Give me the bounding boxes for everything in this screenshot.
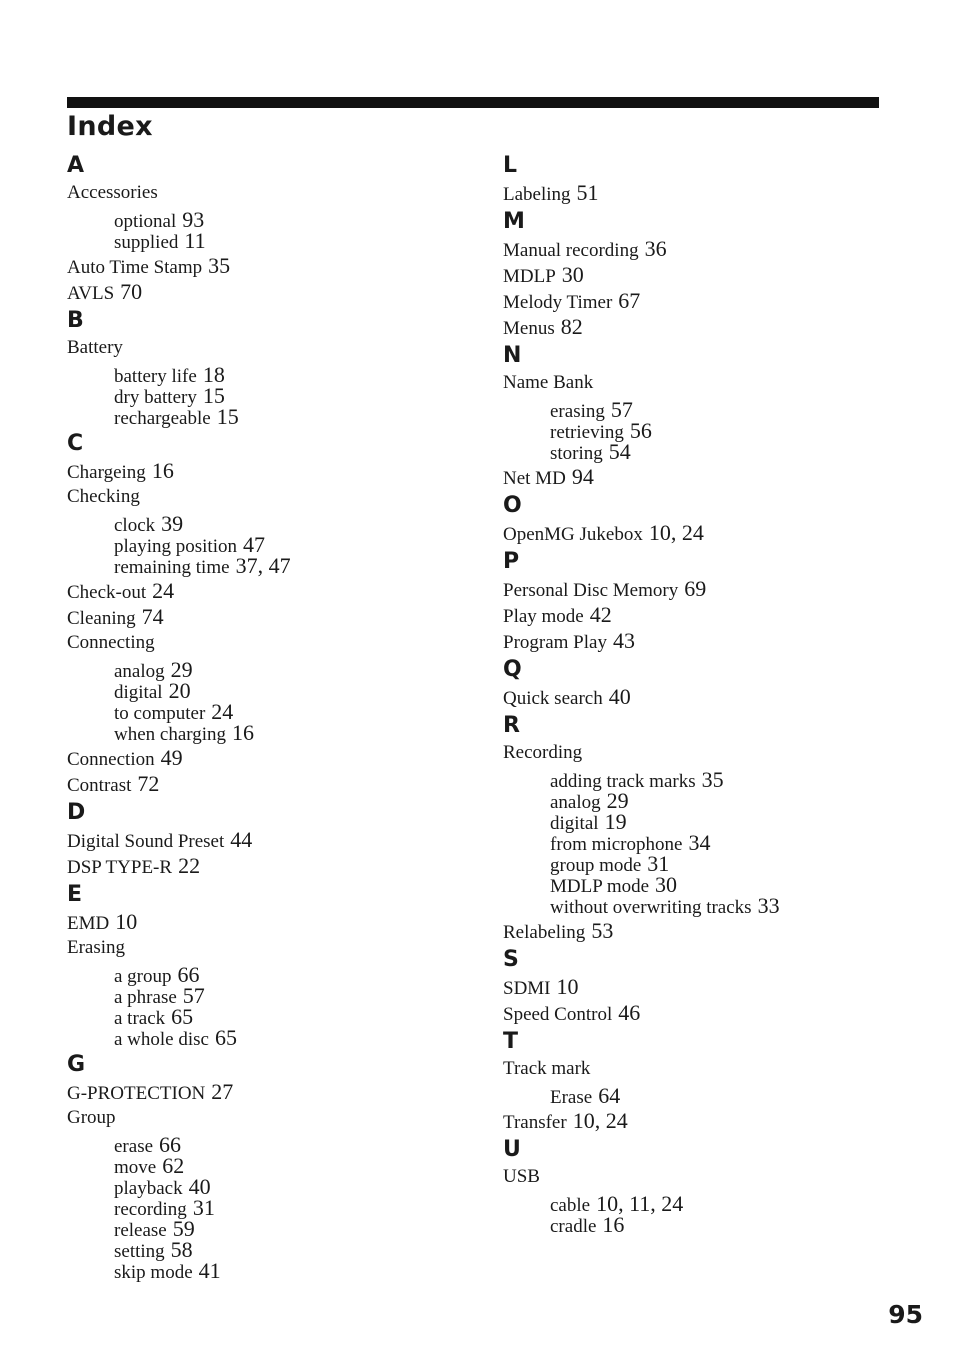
index-entry [67, 484, 467, 510]
index-subentry [67, 1239, 467, 1260]
subentry-term: adding track marks [550, 771, 696, 792]
entry-term: Speed Control [503, 1004, 613, 1025]
entry-term: Play mode [503, 606, 584, 627]
index-subentry [67, 1006, 467, 1027]
entry-pages: 94 [571, 464, 594, 489]
index-subentry [503, 874, 903, 895]
subentry-term: supplied [114, 232, 179, 253]
index-subentry [503, 853, 903, 874]
index-subentry [67, 659, 467, 680]
subentry-term: erasing [550, 401, 605, 422]
section-letter: O [503, 493, 522, 518]
subentry-term: setting [114, 1241, 165, 1262]
index-column-left [67, 150, 467, 1283]
entry-term: Transfer [503, 1112, 567, 1133]
index-entry [67, 630, 467, 656]
entry-term: G-PROTECTION [67, 1083, 206, 1104]
subentry-pages: 29 [170, 657, 193, 682]
entry-pages: 10 [556, 974, 579, 999]
subentry-term: a group [114, 966, 172, 987]
index-entry [67, 279, 467, 305]
subentry-pages: 31 [647, 851, 670, 876]
section-letter: A [67, 153, 85, 178]
subentry-pages: 18 [202, 362, 225, 387]
index-entry [67, 253, 467, 279]
index-entry [67, 853, 467, 879]
entry-term: USB [503, 1166, 540, 1187]
subentry-term: group mode [550, 855, 642, 876]
section-letter: G [67, 1052, 86, 1077]
index-entry [67, 827, 467, 853]
subentry-pages: 39 [161, 511, 184, 536]
entry-term: Connection [67, 749, 155, 770]
index-entry [67, 745, 467, 771]
entry-pages: 36 [644, 236, 667, 261]
subentry-pages: 56 [629, 418, 652, 443]
entry-pages: 43 [612, 628, 635, 653]
subentry-pages: 24 [211, 699, 234, 724]
entry-pages: 30 [561, 262, 584, 287]
entry-term: Manual recording [503, 240, 639, 261]
entry-pages: 10 [115, 909, 138, 934]
subentry-term: optional [114, 211, 177, 232]
index-entry [503, 740, 903, 766]
entry-term: Erasing [67, 937, 126, 958]
entry-term: Cleaning [67, 608, 136, 629]
subentry-pages: 65 [171, 1004, 194, 1029]
entry-term: Menus [503, 318, 555, 339]
index-entry [503, 1056, 903, 1082]
entry-pages: 51 [576, 180, 599, 205]
subentry-pages: 11 [184, 228, 206, 253]
index-subentry [503, 832, 903, 853]
index-entry [67, 578, 467, 604]
subentry-pages: 57 [610, 397, 633, 422]
entry-pages: 27 [211, 1079, 234, 1104]
index-entry [503, 684, 903, 710]
subentry-term: Erase [550, 1087, 593, 1108]
entry-pages: 40 [608, 684, 631, 709]
entry-pages: 44 [230, 827, 253, 852]
entry-term: Checking [67, 486, 140, 507]
subentry-term: to computer [114, 703, 206, 724]
entry-term: Quick search [503, 688, 603, 709]
subentry-term: a phrase [114, 987, 177, 1008]
index-entry [67, 180, 467, 206]
index-entry [503, 262, 903, 288]
entry-pages: 70 [120, 279, 143, 304]
subentry-term: move [114, 1157, 157, 1178]
subentry-pages: 33 [757, 893, 780, 918]
subentry-term: MDLP mode [550, 876, 650, 897]
index-subentry [67, 1260, 467, 1281]
index-entry [67, 1105, 467, 1131]
subentry-term: when charging [114, 724, 227, 745]
entry-term: EMD [67, 913, 110, 934]
subentry-pages: 16 [602, 1212, 625, 1237]
index-entry [67, 935, 467, 961]
entry-pages: 10, 24 [648, 520, 704, 545]
index-subentry [67, 1134, 467, 1155]
entry-pages: 72 [137, 771, 160, 796]
entry-pages: 53 [591, 918, 614, 943]
index-entry [503, 602, 903, 628]
subentry-term: clock [114, 515, 156, 536]
subentry-term: storing [550, 443, 603, 464]
subentry-term: rechargeable [114, 408, 211, 429]
index-subentry [503, 895, 903, 916]
subentry-pages: 15 [216, 404, 239, 429]
entry-term: Personal Disc Memory [503, 580, 679, 601]
subentry-term: from microphone [550, 834, 683, 855]
subentry-term: a track [114, 1008, 166, 1029]
index-subentry [67, 385, 467, 406]
entry-term: Contrast [67, 775, 132, 796]
subentry-pages: 62 [162, 1153, 185, 1178]
subentry-term: analog [550, 792, 601, 813]
subentry-term: playing position [114, 536, 237, 557]
subentry-pages: 15 [202, 383, 225, 408]
index-subentry [67, 701, 467, 722]
index-subentry [67, 555, 467, 576]
index-entry [503, 370, 903, 396]
index-subentry [503, 769, 903, 790]
index-subentry [67, 1176, 467, 1197]
section-letter: L [503, 153, 518, 178]
subentry-term: retrieving [550, 422, 624, 443]
section-letter: N [503, 343, 522, 368]
index-subentry [67, 1197, 467, 1218]
index-subentry [503, 441, 903, 462]
index-entry [503, 1000, 903, 1026]
subentry-pages: 10, 11, 24 [596, 1191, 684, 1216]
index-subentry [67, 209, 467, 230]
subentry-pages: 54 [608, 439, 631, 464]
subentry-pages: 30 [655, 872, 678, 897]
subentry-pages: 29 [606, 788, 629, 813]
section-letter: R [503, 713, 520, 738]
index-subentry [67, 406, 467, 427]
index-subentry [67, 722, 467, 743]
index-column-right [503, 150, 903, 1237]
index-entry [67, 335, 467, 361]
entry-term: Digital Sound Preset [67, 831, 225, 852]
index-entry [503, 576, 903, 602]
subentry-term: cradle [550, 1216, 597, 1237]
subentry-pages: 47 [242, 532, 265, 557]
subentry-pages: 35 [701, 767, 724, 792]
subentry-pages: 64 [598, 1083, 621, 1108]
section-letter: T [503, 1029, 519, 1054]
index-entry [503, 974, 903, 1000]
entry-term: MDLP [503, 266, 556, 287]
index-entry [503, 1164, 903, 1190]
subentry-pages: 59 [172, 1216, 195, 1241]
index-entry [503, 314, 903, 340]
index-subentry [67, 1155, 467, 1176]
entry-pages: 69 [684, 576, 707, 601]
index-subentry [67, 680, 467, 701]
subentry-pages: 40 [188, 1174, 211, 1199]
entry-pages: 46 [618, 1000, 641, 1025]
subentry-term: playback [114, 1178, 183, 1199]
index-entry [67, 909, 467, 935]
entry-term: AVLS [67, 283, 115, 304]
header-rule [67, 97, 879, 108]
entry-pages: 35 [208, 253, 231, 278]
subentry-pages: 31 [192, 1195, 215, 1220]
subentry-pages: 93 [182, 207, 205, 232]
entry-term: Program Play [503, 632, 607, 653]
index-entry [503, 464, 903, 490]
section-letter: E [67, 882, 83, 907]
subentry-term: erase [114, 1136, 154, 1157]
subentry-pages: 37, 47 [235, 553, 291, 578]
index-subentry [67, 1218, 467, 1239]
entry-pages: 82 [560, 314, 583, 339]
index-subentry [503, 1085, 903, 1106]
entry-pages: 42 [589, 602, 612, 627]
index-entry [67, 604, 467, 630]
section-letter: C [67, 431, 84, 456]
subentry-term: a whole disc [114, 1029, 209, 1050]
subentry-pages: 41 [198, 1258, 221, 1283]
entry-pages: 22 [178, 853, 201, 878]
entry-term: Accessories [67, 182, 158, 203]
subentry-pages: 20 [168, 678, 191, 703]
subentry-pages: 66 [177, 962, 200, 987]
subentry-pages: 16 [232, 720, 255, 745]
entry-term: Connecting [67, 632, 155, 653]
page-number: 95 [888, 1300, 923, 1329]
section-letter: M [503, 209, 525, 234]
subentry-pages: 66 [159, 1132, 182, 1157]
entry-term: Check-out [67, 582, 147, 603]
index-subentry [503, 420, 903, 441]
index-subentry [67, 1027, 467, 1048]
section-letter: Q [503, 657, 522, 682]
subentry-pages: 57 [182, 983, 205, 1008]
subentry-pages: 34 [688, 830, 711, 855]
entry-term: Labeling [503, 184, 571, 205]
subentry-term: remaining time [114, 557, 230, 578]
index-subentry [67, 534, 467, 555]
section-letter: P [503, 549, 520, 574]
index-entry [67, 771, 467, 797]
subentry-term: battery life [114, 366, 197, 387]
index-entry [67, 1079, 467, 1105]
entry-term: Net MD [503, 468, 566, 489]
section-letter: S [503, 947, 519, 972]
entry-term: Relabeling [503, 922, 586, 943]
entry-pages: 24 [152, 578, 175, 603]
index-subentry [67, 513, 467, 534]
index-entry [503, 288, 903, 314]
section-letter: B [67, 308, 84, 333]
entry-term: OpenMG Jukebox [503, 524, 643, 545]
subentry-term: cable [550, 1195, 591, 1216]
index-subentry [67, 364, 467, 385]
index-subentry [503, 790, 903, 811]
index-subentry [503, 399, 903, 420]
subentry-pages: 65 [214, 1025, 237, 1050]
index-subentry [503, 811, 903, 832]
entry-term: DSP TYPE-R [67, 857, 173, 878]
index-subentry [503, 1193, 903, 1214]
entry-pages: 49 [160, 745, 183, 770]
subentry-term: dry battery [114, 387, 197, 408]
subentry-term: analog [114, 661, 165, 682]
index-entry [503, 236, 903, 262]
subentry-pages: 19 [604, 809, 627, 834]
entry-term: Recording [503, 742, 583, 763]
entry-term: Battery [67, 337, 123, 358]
index-entry [503, 180, 903, 206]
index-subentry [503, 1214, 903, 1235]
subentry-pages: 58 [170, 1237, 193, 1262]
index-entry [67, 458, 467, 484]
subentry-term: release [114, 1220, 167, 1241]
index-entry [503, 918, 903, 944]
subentry-term: skip mode [114, 1262, 193, 1283]
index-subentry [67, 985, 467, 1006]
section-letter: D [67, 800, 86, 825]
page-title: Index [67, 111, 153, 142]
index-entry [503, 1108, 903, 1134]
entry-term: Name Bank [503, 372, 594, 393]
index-subentry [67, 230, 467, 251]
subentry-term: without overwriting tracks [550, 897, 752, 918]
entry-term: Group [67, 1107, 116, 1128]
subentry-term: digital [550, 813, 599, 834]
index-subentry [67, 964, 467, 985]
entry-term: SDMI [503, 978, 551, 999]
entry-term: Chargeing [67, 462, 146, 483]
entry-term: Auto Time Stamp [67, 257, 203, 278]
entry-pages: 16 [151, 458, 174, 483]
section-letter: U [503, 1137, 521, 1162]
entry-pages: 67 [618, 288, 641, 313]
entry-pages: 10, 24 [572, 1108, 628, 1133]
subentry-term: recording [114, 1199, 187, 1220]
subentry-term: digital [114, 682, 163, 703]
entry-term: Track mark [503, 1058, 591, 1079]
entry-term: Melody Timer [503, 292, 613, 313]
index-entry [503, 520, 903, 546]
entry-pages: 74 [141, 604, 164, 629]
index-entry [503, 628, 903, 654]
